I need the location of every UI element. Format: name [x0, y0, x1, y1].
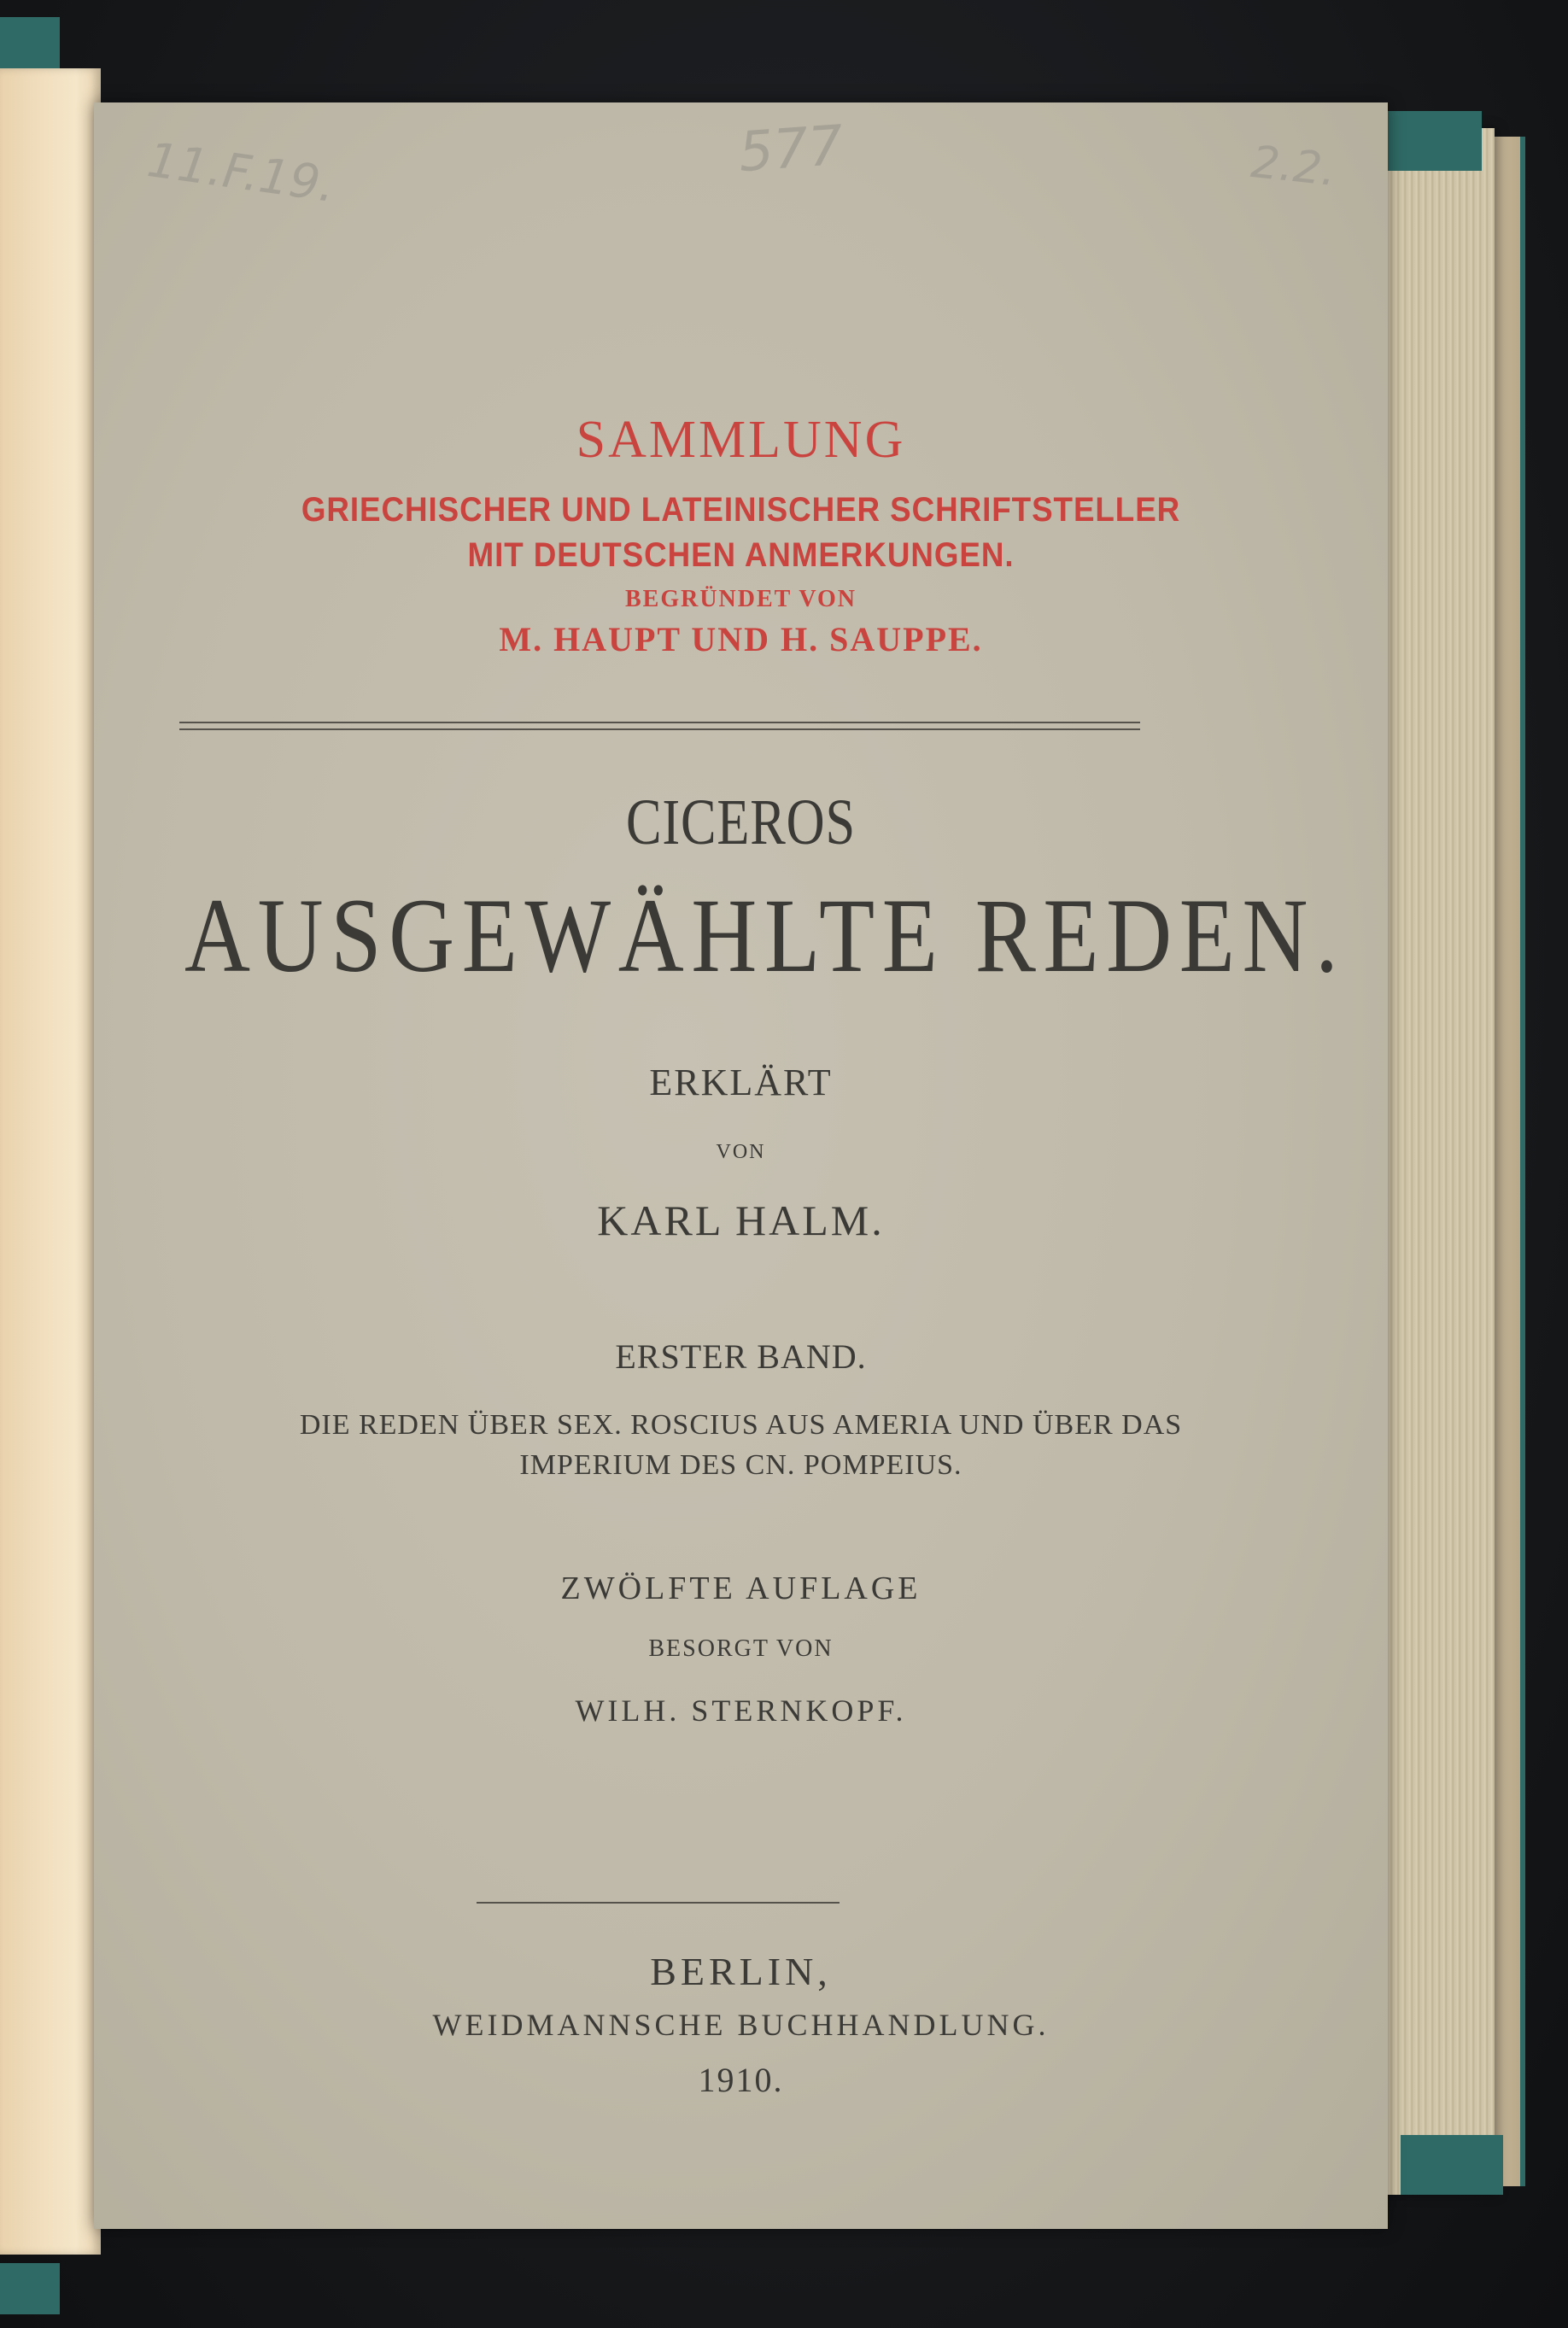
- title-page: [94, 102, 1388, 2229]
- edition-label: ZWÖLFTE AUFLAGE: [560, 1571, 921, 1606]
- contents-line-1: DIE REDEN ÜBER SEX. ROSCIUS AUS AMERIA UND ÜBER DAS: [299, 1409, 1183, 1441]
- contents-line-2: IMPERIUM DES CN. POMPEIUS.: [519, 1449, 962, 1481]
- series-founded-by: BEGRÜNDET VON: [624, 586, 857, 612]
- book-title: AUSGEWÄHLTE REDEN.: [184, 877, 1346, 994]
- reviser-name: WILH. STERNKOPF.: [575, 1693, 907, 1728]
- double-rule-divider: [179, 722, 1140, 730]
- pencil-mark-shelfmark: 11.F.19.: [143, 132, 339, 214]
- series-subtitle-line-2: MIT DEUTSCHEN ANMERKUNGEN.: [467, 536, 1015, 574]
- binding-strip-bottom: [1401, 2135, 1503, 2195]
- binding-strip-top: [1375, 111, 1482, 171]
- by-label: VON: [716, 1141, 766, 1163]
- editor-name: KARL HALM.: [597, 1196, 885, 1244]
- pencil-mark-corner: 2.2.: [1249, 136, 1339, 197]
- imprint-city: BERLIN,: [650, 1950, 832, 1993]
- single-rule-divider: [477, 1902, 840, 1904]
- binding-corner-top: [0, 17, 60, 68]
- volume-label: ERSTER BAND.: [615, 1337, 867, 1376]
- imprint-publisher: WEIDMANNSCHE BUCHHANDLUNG.: [432, 2008, 1050, 2042]
- explained-label: ERKLÄRT: [649, 1062, 833, 1103]
- imprint-year: 1910.: [698, 2061, 784, 2099]
- pencil-mark-number: 577: [736, 114, 845, 185]
- left-page-edge: [0, 68, 101, 2255]
- series-editors: M. HAUPT UND H. SAUPPE.: [499, 620, 983, 658]
- series-subtitle-line-1: GRIECHISCHER UND LATEINISCHER SCHRIFTSTELLER: [301, 491, 1181, 529]
- series-title: SAMMLUNG: [576, 411, 906, 469]
- revised-by-label: BESORGT VON: [648, 1635, 834, 1662]
- binding-corner-bottom: [0, 2263, 60, 2314]
- author-heading: CICEROS: [626, 787, 856, 858]
